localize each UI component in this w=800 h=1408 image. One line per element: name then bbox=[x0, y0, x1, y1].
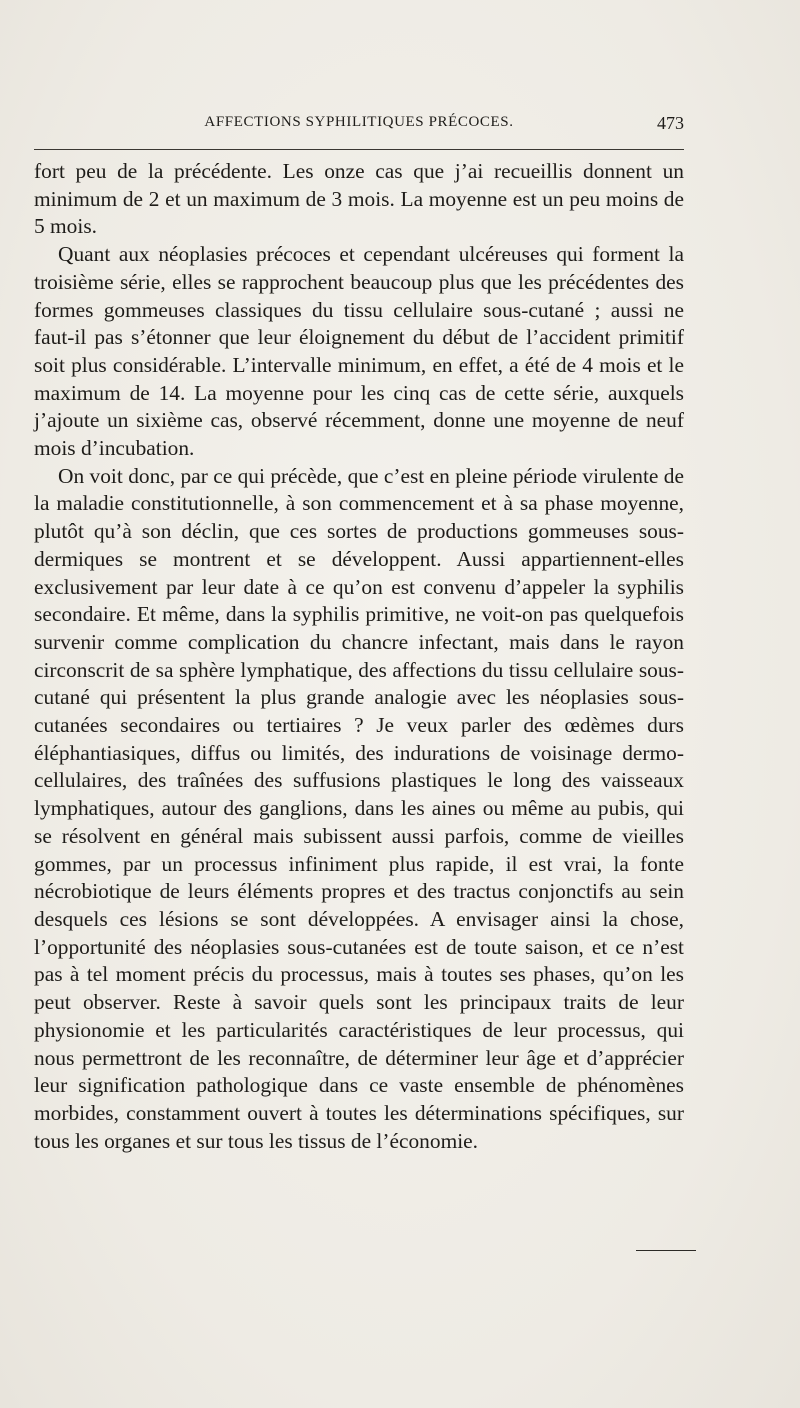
end-rule bbox=[636, 1250, 696, 1251]
header-rule bbox=[34, 149, 684, 150]
running-title: AFFECTIONS SYPHILITIQUES PRÉCOCES. bbox=[204, 114, 514, 130]
paragraph-continuation: fort peu de la précédente. Les onze cas que j’ai recueillis donnent un minimum de 2 et un maximum de 3 mois. La moyenne est un peu moins de 5 mois. bbox=[34, 159, 684, 239]
running-header bbox=[34, 114, 684, 138]
paragraph-conclusion: On voit donc, par ce qui précède, que c’est en pleine période virulente de la maladie constitutionnelle, à son commencement et à sa phase moyenne, plutôt qu’à son déclin, que ces sortes de productions gommeuses sous-dermiques se montrent et se développent. Aussi appartiennent-elles exclusivement par leur date à ce qu’on est convenu d’appeler la syphilis secondaire. Et même, dans la syphilis primitive, ne voit-on pas quelquefois survenir comme complication du chancre infectant, mais dans le rayon circonscrit de sa sphère lymphatique, des affections du tissu cellulaire sous-cutané qui présentent la plus grande analogie avec les néoplasies sous-cutanées secondaires ou tertiaires ? Je veux parler des œdèmes durs éléphantiasiques, diffus ou limités, des indurations de voisinage dermo-cellulaires, des traînées des suffusions plastiques le long des vaisseaux lymphatiques, autour des ganglions, dans les aines ou même au pubis, qui se résolvent en général mais subissent aussi parfois, comme de vieilles gommes, par un processus infiniment plus rapide, il est vrai, la fonte nécrobiotique de leurs éléments propres et des tractus conjonctifs au sein desquels ces lésions se sont développées. A envisager ainsi la chose, l’opportunité des néoplasies sous-cutanées est de toute saison, et ce n’est pas à tel moment précis du processus, mais à toutes ses phases, qu’on les peut observer. Reste à savoir quels sont les principaux traits de leur physionomie et les particularités caractéristiques de leur processus, qui nous permettront de les reconnaître, de déterminer leur âge et d’apprécier leur signification pathologique dans ce vaste ensemble de phénomènes morbides, constamment ouvert à toutes les déterminations spécifiques, sur tous les organes et sur tous les tissus de l’économie. bbox=[34, 463, 684, 1153]
paragraph-third-series: Quant aux néoplasies précoces et cependant ulcéreuses qui forment la troisième série, elles se rapprochent beaucoup plus que les précédentes des formes gommeuses classiques du tissu cellulaire sous-cutané ; aussi ne faut-il pas s’étonner que leur éloignement du début de l’accident primitif soit plus considérable. L’intervalle minimum, en effet, a été de 4 mois et le maximum de 14. La moyenne pour les cinq cas de cette série, auxquels j’ajoute un sixième cas, observé récemment, donne une moyenne de neuf mois d’incubation. bbox=[34, 242, 684, 461]
body-text bbox=[34, 158, 684, 1155]
page-number: 473 bbox=[657, 113, 684, 133]
